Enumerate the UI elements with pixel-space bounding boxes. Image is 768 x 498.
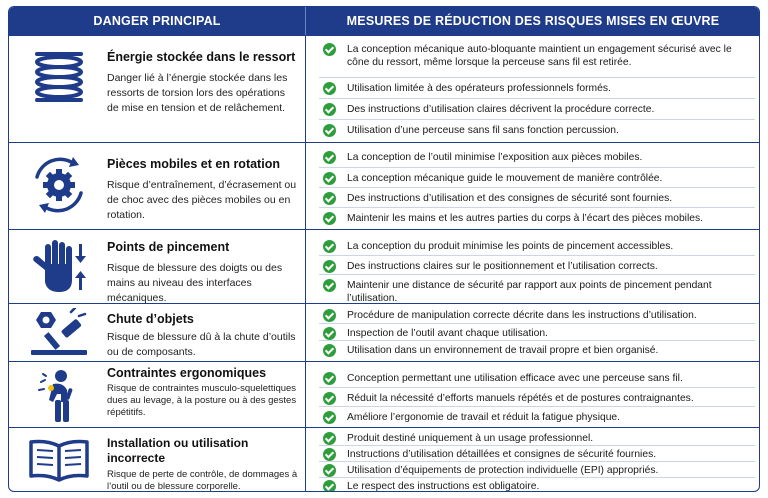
check-icon	[323, 464, 336, 477]
table-row	[9, 427, 759, 492]
check-icon	[323, 240, 336, 253]
measure-item: Instructions d’utilisation détaillées et consignes de sécurité fournies.	[319, 446, 755, 462]
measure-item: Réduit la nécessité d’efforts manuels répétés et de postures contraignantes.	[319, 388, 755, 407]
table-row	[9, 303, 759, 361]
measure-item: Utilisation dans un environnement de travail propre et bien organisé.	[319, 341, 755, 359]
check-icon	[323, 372, 336, 385]
table-row	[9, 35, 759, 142]
hazard-description: Risque d’entraînement, d’écrasement ou de choc avec des pièces mobiles ou en rotation.	[107, 179, 297, 221]
hazard-title: Chute d’objets	[107, 312, 194, 326]
measures-list	[319, 148, 755, 228]
risk-table	[8, 6, 760, 492]
measure-item: Conception permettant une utilisation efficace avec une perceuse sans fil.	[319, 369, 755, 388]
measure-item: Inspection de l’outil avant chaque utilisation.	[319, 324, 755, 341]
hazard-title: Contraintes ergonomiques	[107, 366, 267, 380]
measure-item: Des instructions claires sur le positionnement et l’utilisation corrects.	[319, 256, 755, 275]
hazard-title: Points de pincement	[107, 240, 230, 254]
measure-item: La conception mécanique auto-bloquante maintient un engagement sécurisé avec le cône du ressort, même lorsque la perceuse sans fil est retirée.	[319, 40, 755, 78]
measures-list	[319, 369, 755, 426]
measure-item: Des instructions d’utilisation et des consignes de sécurité sont fournies.	[319, 188, 755, 208]
check-icon	[323, 432, 336, 445]
rotating-gear-icon	[23, 153, 95, 217]
check-icon	[323, 103, 336, 116]
measures-list	[319, 40, 755, 141]
measure-item: Utilisation d’équipements de protection individuelle (EPI) appropriés.	[319, 462, 755, 478]
hazard-description: Risque de blessure des doigts ou des mains au niveau des interfaces mécaniques.	[107, 262, 283, 304]
spring-icon	[23, 46, 95, 106]
measure-item: Procédure de manipulation correcte décrite dans les instructions d’utilisation.	[319, 307, 755, 324]
open-book-icon	[23, 436, 95, 484]
header-measures: MESURES DE RÉDUCTION DES RISQUES MISES EN ŒUVRE	[346, 14, 720, 28]
measures-list	[319, 237, 755, 305]
check-icon	[323, 411, 336, 424]
measure-item: Le respect des instructions est obligatoire.	[319, 478, 755, 492]
measure-item: Produit destiné uniquement à un usage professionnel.	[319, 430, 755, 446]
measure-item: Améliore l’ergonomie de travail et réduit la fatigue physique.	[319, 407, 755, 426]
check-icon	[323, 151, 336, 164]
measure-item: La conception du produit minimise les points de pincement accessibles.	[319, 237, 755, 256]
check-icon	[323, 344, 336, 357]
hazard-title: Énergie stockée dans le ressort	[107, 50, 296, 64]
hazard-description: Risque de perte de contrôle, de dommages à l’outil ou de blessure corporelle.	[107, 469, 298, 492]
header-danger: DANGER PRINCIPAL	[93, 14, 221, 28]
check-icon	[323, 279, 336, 292]
check-icon	[323, 124, 336, 137]
check-icon	[323, 392, 336, 405]
check-icon	[323, 448, 336, 461]
check-icon	[323, 327, 336, 340]
table-row	[9, 229, 759, 303]
measure-item: Utilisation limitée à des opérateurs professionnels formés.	[319, 78, 755, 99]
back-strain-icon	[23, 368, 95, 424]
check-icon	[323, 212, 336, 225]
falling-objects-icon	[23, 308, 95, 358]
check-icon	[323, 172, 336, 185]
check-icon	[323, 260, 336, 273]
hazard-description: Risque de blessure dû à la chute d’outils ou de composants.	[107, 331, 296, 358]
measure-item: Des instructions d’utilisation claires décrivent la procédure correcte.	[319, 99, 755, 120]
table-row	[9, 142, 759, 229]
check-icon	[323, 43, 336, 56]
hazard-title: Installation ou utilisation incorrecte	[107, 436, 249, 465]
check-icon	[323, 480, 336, 492]
hazard-description: Danger lié à l’énergie stockée dans les ressorts de torsion lors des opérations de mise en tension et de relâchement.	[107, 72, 288, 114]
measure-item: Maintenir une distance de sécurité par rapport aux points de pincement pendant l’utilisation.	[319, 275, 755, 305]
measure-item: Utilisation d’une perceuse sans fil sans fonction percussion.	[319, 120, 755, 141]
hazard-description: Risque de contraintes musculo-squelettiques dues au levage, à la posture ou à des gestes répétitifs.	[107, 383, 297, 418]
check-icon	[323, 192, 336, 205]
hazard-title: Pièces mobiles et en rotation	[107, 157, 280, 171]
table-row	[9, 361, 759, 427]
measure-item: La conception de l’outil minimise l’exposition aux pièces mobiles.	[319, 148, 755, 168]
check-icon	[323, 309, 336, 322]
measure-item: Maintenir les mains et les autres parties du corps à l’écart des pièces mobiles.	[319, 208, 755, 228]
hand-pinch-icon	[23, 236, 95, 296]
check-icon	[323, 82, 336, 95]
measure-item: La conception mécanique guide le mouvement de manière contrôlée.	[319, 168, 755, 188]
measures-list	[319, 430, 755, 492]
table-header	[9, 7, 759, 35]
measures-list	[319, 307, 755, 359]
